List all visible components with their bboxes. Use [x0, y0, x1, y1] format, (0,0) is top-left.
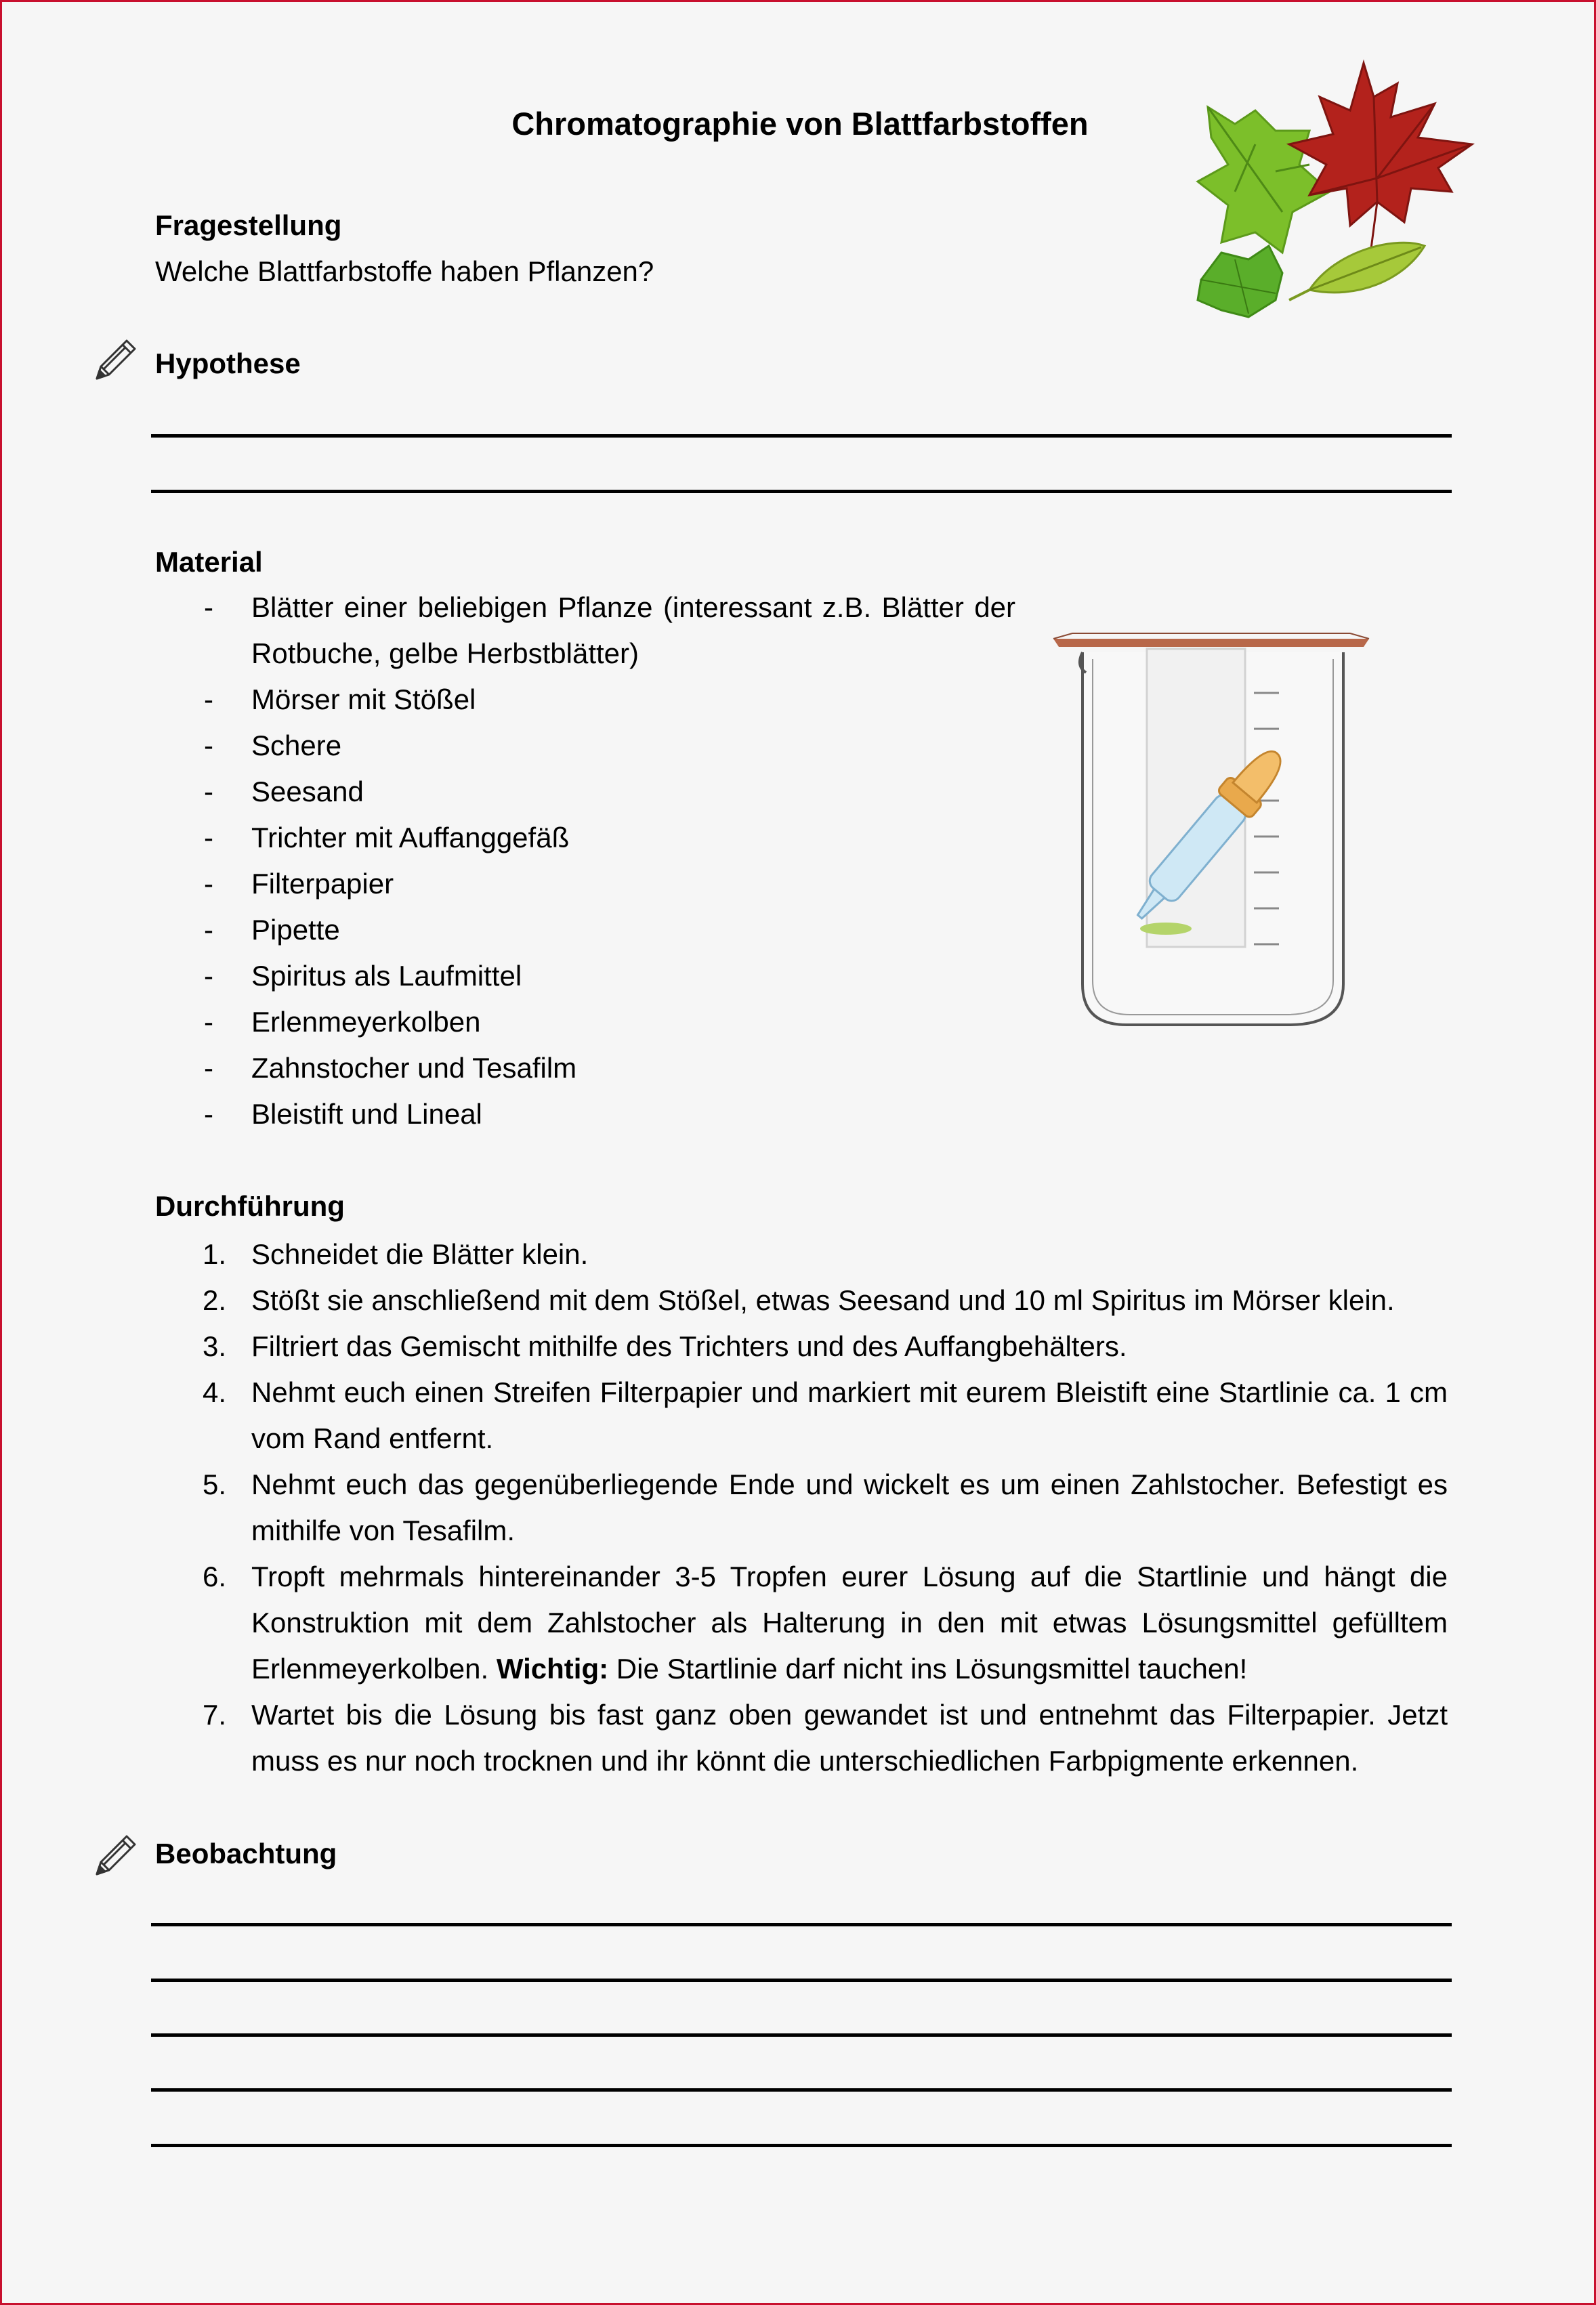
hypothese-writing-line[interactable]	[151, 490, 1452, 493]
fragestellung-heading: Fragestellung	[155, 209, 342, 241]
list-item: - Erlenmeyerkolben	[204, 1006, 481, 1038]
list-item: 3. Filtriert das Gemischt mithilfe des Trichters und des Auffangbehälters.	[203, 1330, 1127, 1362]
list-item: 6. Tropft mehrmals hintereinander 3-5 Tropfen eurer Lösung auf die Startlinie und hängt die Konstruktion mit dem Zahlstocher als Halterung in den mit etwas Lösungsmittel gefülltem Erlenmeyerkolben. Wichtig: Die Startlinie darf nicht ins Lösungsmittel tauchen!	[203, 1561, 1448, 1685]
durchfuehrung-heading: Durchführung	[155, 1190, 345, 1222]
green-leaf-large	[1198, 107, 1330, 253]
beobachtung-writing-line[interactable]	[151, 2088, 1452, 2092]
list-item: - Filterpapier	[204, 868, 394, 900]
hypothese-writing-line[interactable]	[151, 434, 1452, 438]
list-item: 4. Nehmt euch einen Streifen Filterpapier und markiert mit eurem Bleistift eine Startlinie ca. 1 cm vom Rand entfernt.	[203, 1376, 1448, 1454]
list-item: - Bleistift und Lineal	[204, 1098, 482, 1130]
material-heading: Material	[155, 546, 263, 578]
green-leaf-small	[1198, 246, 1282, 317]
wichtig-label: Wichtig:	[496, 1653, 609, 1685]
list-item: - Blätter einer beliebigen Pflanze (interessant z.B. Blätter der Rotbuche, gelbe Herbstblätter)	[204, 591, 1015, 669]
list-item: - Mörser mit Stößel	[204, 683, 476, 715]
list-item: - Zahnstocher und Tesafilm	[204, 1052, 577, 1084]
list-item: - Schere	[204, 729, 342, 761]
list-item: 5. Nehmt euch das gegenüberliegende Ende und wickelt es um einen Zahlstocher. Befestigt es mithilfe von Tesafilm.	[203, 1468, 1448, 1546]
durchfuehrung-steps	[155, 1231, 1448, 1784]
page-title: Chromatographie von Blattfarbstoffen	[511, 106, 1089, 142]
material-list	[155, 585, 1015, 1137]
beobachtung-writing-line[interactable]	[151, 2144, 1452, 2147]
list-item: - Pipette	[204, 914, 340, 946]
list-item: - Seesand	[204, 776, 364, 807]
beobachtung-writing-line[interactable]	[151, 1979, 1452, 1982]
pencil-icon	[91, 1831, 140, 1880]
list-item: 1. Schneidet die Blätter klein.	[203, 1238, 589, 1270]
list-item: 2. Stößt sie anschließend mit dem Stößel, etwas Seesand und 10 ml Spiritus im Mörser klein.	[203, 1284, 1395, 1316]
list-item: - Trichter mit Auffanggefäß	[204, 822, 570, 853]
hypothese-heading: Hypothese	[155, 347, 301, 379]
beobachtung-heading: Beobachtung	[155, 1838, 337, 1869]
autumn-leaves-illustration	[1181, 56, 1479, 327]
pencil-icon	[91, 335, 140, 384]
beaker-rim	[1053, 639, 1369, 647]
yellow-green-leaf	[1289, 242, 1425, 300]
beobachtung-writing-line[interactable]	[151, 2033, 1452, 2037]
solution-drop	[1140, 923, 1192, 935]
beobachtung-writing-line[interactable]	[151, 1923, 1452, 1926]
list-item: 7. Wartet bis die Lösung bis fast ganz oben gewandet ist und entnehmt das Filterpapier. Jetzt muss es nur noch trocknen und ihr könnt die unterschiedlichen Farbpigmente erkennen.	[203, 1699, 1448, 1777]
fragestellung-text: Welche Blattfarbstoffe haben Pflanzen?	[155, 255, 654, 287]
list-item: - Spiritus als Laufmittel	[204, 960, 522, 992]
beaker-pipette-illustration	[1045, 618, 1384, 1038]
